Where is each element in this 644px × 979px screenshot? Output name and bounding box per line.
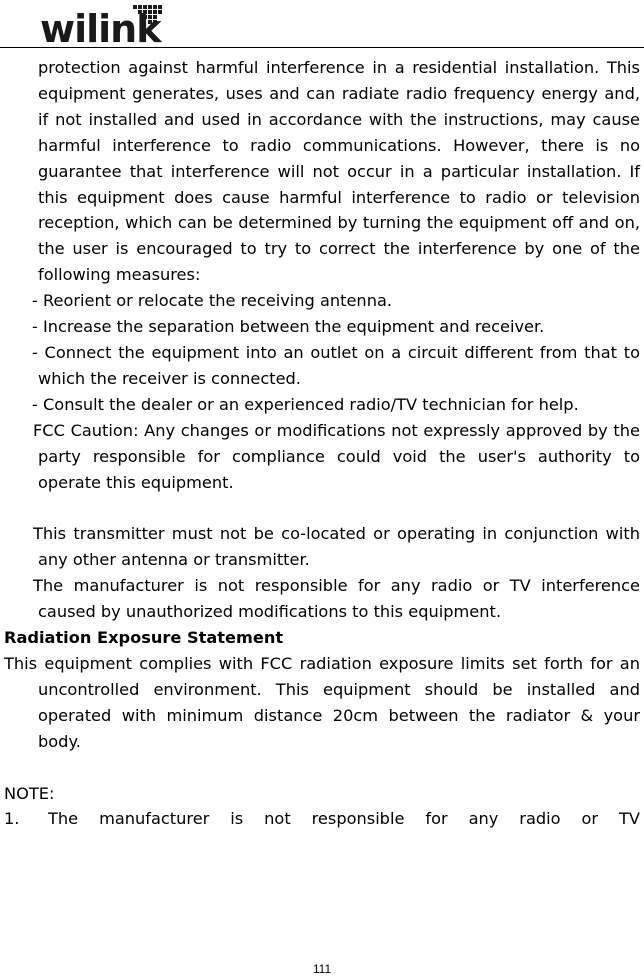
page-number: 111 bbox=[312, 962, 332, 976]
header-rule bbox=[0, 47, 644, 48]
measure-separation: - Increase the separation between the equipment and receiver. bbox=[32, 317, 545, 337]
fcc-caution-paragraph: FCC Caution: Any changes or modifications not expressly approved by the party responsible for compliance could void the user's authority to operate this equipment. bbox=[33, 420, 640, 492]
radiation-paragraph: This equipment complies with FCC radiation exposure limits set forth for an uncontrolled environment. This equipment should be installed and operated with minimum distance 20cm between the radiator & your body. bbox=[4, 653, 640, 751]
manufacturer-paragraph: The manufacturer is not responsible for any radio or TV interference caused by unauthorized modifications to this equipment. bbox=[33, 576, 640, 622]
measure-outlet: - Connect the equipment into an outlet on a circuit different from that to which the receiver is connected. bbox=[32, 342, 640, 388]
radiation-heading: Radiation Exposure Statement bbox=[4, 628, 284, 648]
page-header bbox=[0, 0, 644, 50]
note-item-number: 1. bbox=[4, 809, 20, 829]
note-item-1 bbox=[0, 806, 644, 832]
fcc-interference-paragraph: protection against harmful interference in a residential installation. This equipment generates, uses and can radiate radio frequency energy and, if not installed and used in accordance with the instructions, may cause harmful interference to radio communications. However, there is no guarantee that interference will not occur in a particular installation. If this equipment does cause harmful interference to radio or television reception, which can be determined by turning the equipment off and on, the user is encouraged to try to correct the interference by one of the following measures: bbox=[38, 58, 640, 285]
document-body bbox=[0, 55, 644, 832]
wilink-logo bbox=[38, 2, 168, 46]
measure-consult: - Consult the dealer or an experienced radio/TV technician for help. bbox=[32, 394, 579, 414]
measure-reorient: - Reorient or relocate the receiving antenna. bbox=[32, 291, 393, 311]
note-item-text: The manufacturer is not responsible for any radio or TV bbox=[48, 809, 640, 829]
transmitter-paragraph: This transmitter must not be co-located or operating in conjunction with any other antenna or transmitter. bbox=[33, 524, 640, 570]
note-label: NOTE: bbox=[4, 783, 55, 803]
svg-text:wilink: wilink bbox=[40, 7, 161, 46]
